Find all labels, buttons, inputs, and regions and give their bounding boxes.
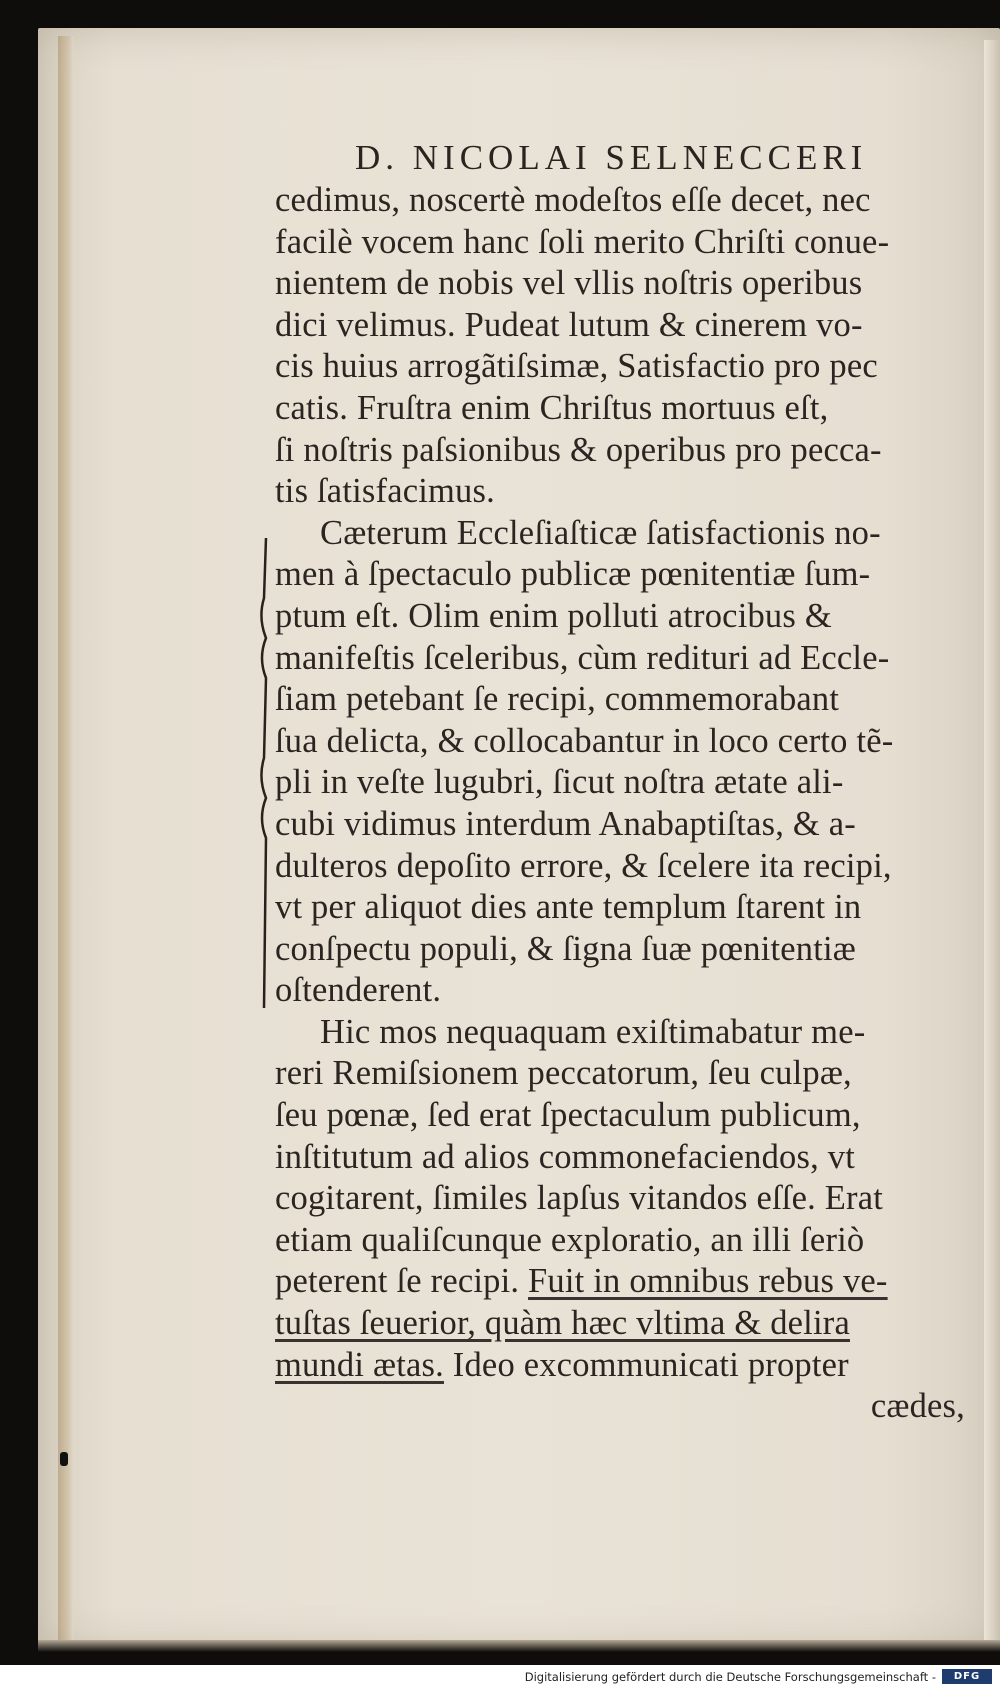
text-line: ptum eſt. Olim enim polluti atrocibus &	[275, 596, 832, 635]
text-line: pli in veſte lugubri, ſicut noſtra ætate ali-	[275, 763, 844, 802]
text-line: ſeu pœnæ, ſed erat ſpectaculum publicum,	[275, 1096, 861, 1135]
text-line: reri Remiſsionem peccatorum, ſeu culpæ,	[275, 1054, 852, 1093]
text-line: catis. Fruſtra enim Chriſtus mortuus eſt,	[275, 388, 829, 427]
text-line: cedimus, noscertè modeſtos eſſe decet, nec	[275, 181, 871, 219]
text-line: ſua delicta, & collocabantur in loco certo tẽ-	[275, 721, 894, 760]
underlined-passage: mundi ætas.	[275, 1345, 444, 1384]
digitization-footer	[0, 1665, 1000, 1688]
page-body-text	[275, 180, 975, 1428]
text-line: cubi vidimus interdum Anabaptiſtas, & a-	[275, 804, 856, 843]
paragraph-start-line: Cæterum Eccleſiaſticæ ſatisfactionis no-	[320, 513, 881, 552]
page-right-edge	[984, 40, 1000, 1640]
underlined-passage: tuſtas ſeuerior, quàm hæc vltima & delira	[275, 1304, 850, 1343]
text-line: inſtitutum ad alios commonefaciendos, vt	[275, 1137, 856, 1176]
text-line: ſiam petebant ſe recipi, commemorabant	[275, 680, 840, 719]
text-span: peterent ſe recipi.	[275, 1262, 529, 1301]
text-line: oſtenderent.	[275, 971, 442, 1010]
text-line: etiam qualiſcunque exploratio, an illi ſeriò	[275, 1220, 865, 1259]
text-line	[275, 1303, 975, 1345]
text-line: vt per aliquot dies ante templum ſtarent in	[275, 888, 862, 927]
text-line: facilè vocem hanc ſoli merito Chriſti conue-	[275, 222, 890, 261]
ink-mark	[60, 1452, 68, 1466]
funding-credit: Digitalisierung gefördert durch die Deutsche Forschungsgemeinschaft -	[524, 1670, 936, 1684]
paragraph-start-line: Hic mos nequaquam exiſtimabatur me-	[320, 1012, 866, 1051]
running-head: D. NICOLAI SELNECCERI	[355, 138, 868, 177]
text-line	[275, 1345, 975, 1387]
page-gutter-edge	[58, 36, 74, 1641]
text-line: nientem de nobis vel vllis noſtris operibus	[275, 264, 863, 303]
text-line: manifeſtis ſceleribus, cùm redituri ad Eccle-	[275, 638, 890, 677]
text-line: men à ſpectaculo publicæ pœnitentiæ ſum-	[275, 555, 871, 594]
dfg-logo: DFG	[942, 1669, 992, 1684]
text-line: cogitarent, ſimiles lapſus vitandos eſſe. Erat	[275, 1179, 883, 1218]
underlined-passage: Fuit in omnibus rebus ve-	[528, 1262, 888, 1301]
page-bottom-shadow	[38, 1640, 1000, 1652]
margin-bracket-annotation	[258, 538, 272, 1008]
text-span: Ideo excommunicati propter	[443, 1345, 849, 1384]
text-line	[275, 1261, 975, 1303]
text-line: dici velimus. Pudeat lutum & cinerem vo-	[275, 305, 863, 344]
text-line: cis huius arrogãtiſsimæ, Satisfactio pro pec	[275, 347, 878, 386]
text-line: dulteros depoſito errore, & ſcelere ita recipi,	[275, 846, 892, 885]
text-line: ſi noſtris paſsionibus & operibus pro pecca-	[275, 430, 882, 469]
text-line: tis ſatisfacimus.	[275, 472, 495, 511]
text-line: conſpectu populi, & ſigna ſuæ pœnitentiæ	[275, 929, 857, 968]
catchword: cædes,	[870, 1387, 965, 1426]
